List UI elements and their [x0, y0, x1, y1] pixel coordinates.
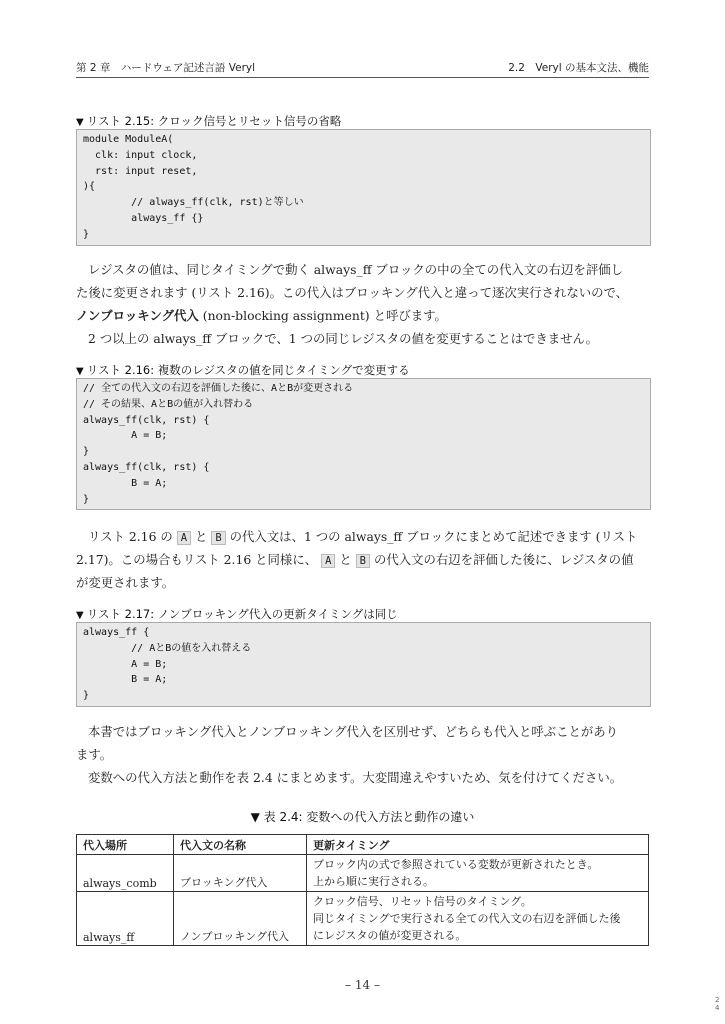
code-line: // その結果、AとBの値が入れ替わる [83, 398, 254, 410]
code-block-2-17 [76, 622, 651, 707]
table-header-row [77, 835, 649, 855]
triangle-down-icon: ▼ [250, 810, 260, 824]
code-block-2-15 [76, 129, 651, 246]
table-cell: ノンブロッキング代入 [174, 892, 307, 946]
code-line: always_ff(clk, rst) { [83, 414, 210, 426]
text-line: が変更されます。 [76, 575, 175, 590]
code-line: A = B; [83, 430, 168, 442]
listing-caption-2-15: ▼ リスト 2.15: クロック信号とリセット信号の省略 [76, 114, 342, 128]
code-line: clk: input clock, [83, 149, 198, 161]
table-cell: クロック信号、リセット信号のタイミング。 同じタイミングで実行される全ての代入文の右辺を評価した後 にレジスタの値が変更される。 [307, 892, 649, 946]
code-line: } [83, 690, 90, 702]
code-line: ){ [83, 181, 96, 193]
text-line: 2.17)。この場合もリスト 2.16 と同様に、 A と B の代入文の右辺を評価した後に、レジスタの値 [76, 552, 634, 567]
column-header: 代入場所 [77, 835, 174, 855]
table-cell: ブロック内の式で参照されている変数が更新されたとき。 上から順に実行される。 [307, 855, 649, 892]
inline-code-a: A [321, 554, 335, 568]
triangle-down-icon: ▼ [76, 610, 84, 621]
code-block-2-16 [76, 378, 651, 510]
code-line: always_ff(clk, rst) { [83, 461, 210, 473]
column-header: 更新タイミング [307, 835, 649, 855]
triangle-down-icon: ▼ [76, 366, 84, 377]
code-line: } [83, 446, 90, 458]
code-line: // always_ff(clk, rst)と等しい [83, 197, 304, 209]
column-header: 代入文の名称 [174, 835, 307, 855]
header-chapter: 第 2 章 ハードウェア記述言語 Veryl [76, 62, 256, 74]
inline-code-a: A [177, 531, 191, 545]
header-rule [76, 77, 649, 78]
paragraph-summary [76, 720, 649, 789]
paragraph-merge [76, 525, 649, 594]
page-number: – 14 – [345, 978, 380, 992]
code-line: } [83, 493, 90, 505]
text-line: リスト 2.16 の A と B の代入文は、1 つの always_ff ブロックにまとめて記述できます (リスト [88, 529, 638, 544]
text-line: 本書ではブロッキング代入とノンブロッキング代入を区別せず、どちらも代入と呼ぶことがあり [88, 724, 619, 739]
inline-code-b: B [211, 531, 225, 545]
text-line: 2 つ以上の always_ff ブロックで、1 つの同じレジスタの値を変更することはできません。 [88, 331, 599, 346]
table-caption: ▼ 表 2.4: 変数への代入方法と動作の違い [250, 810, 475, 824]
triangle-down-icon: ▼ [76, 117, 84, 128]
listing-caption-2-17: ▼ リスト 2.17: ノンブロッキング代入の更新タイミングは同じ [76, 607, 398, 621]
text-line: ます。 [76, 747, 113, 762]
code-line: A = B; [83, 658, 168, 670]
code-line: always_ff {} [83, 212, 204, 224]
table-cell: always_ff [77, 892, 174, 946]
code-line: } [83, 228, 90, 240]
code-line: always_ff { [83, 627, 150, 638]
code-line: // AとBの値を入れ替える [83, 642, 252, 654]
text-line: ノンブロッキング代入 (non-blocking assignment) と呼びます。 [76, 308, 447, 323]
bold-term: ノンブロッキング代入 [76, 308, 199, 323]
side-marker: 2 4 [715, 996, 720, 1012]
code-line: B = A; [83, 477, 168, 489]
code-line: rst: input reset, [83, 165, 198, 177]
text-line: 変数への代入方法と動作を表 2.4 にまとめます。大変間違えやすいため、気を付けてください。 [88, 770, 623, 785]
paragraph-nonblocking [76, 258, 649, 350]
code-line: module ModuleA( [83, 134, 174, 145]
inline-code-b: B [356, 554, 370, 568]
table-cell: ブロッキング代入 [174, 855, 307, 892]
code-line: // 全ての代入文の右辺を評価した後に、AとBが変更される [83, 383, 354, 394]
text-line: レジスタの値は、同じタイミングで動く always_ff ブロックの中の全ての代入文の右辺を評価し [88, 262, 623, 277]
code-line: B = A; [83, 674, 168, 686]
table-row [77, 892, 649, 946]
header-section: 2.2 Veryl の基本文法、機能 [508, 62, 649, 74]
table-row [77, 855, 649, 892]
listing-caption-2-16: ▼ リスト 2.16: 複数のレジスタの値を同じタイミングで変更する [76, 363, 410, 377]
text-line: た後に変更されます (リスト 2.16)。この代入はブロッキング代入と違って逐次実行されないので、 [76, 285, 629, 300]
running-header [76, 58, 649, 76]
table-cell: always_comb [77, 855, 174, 892]
assignment-table [76, 834, 649, 946]
